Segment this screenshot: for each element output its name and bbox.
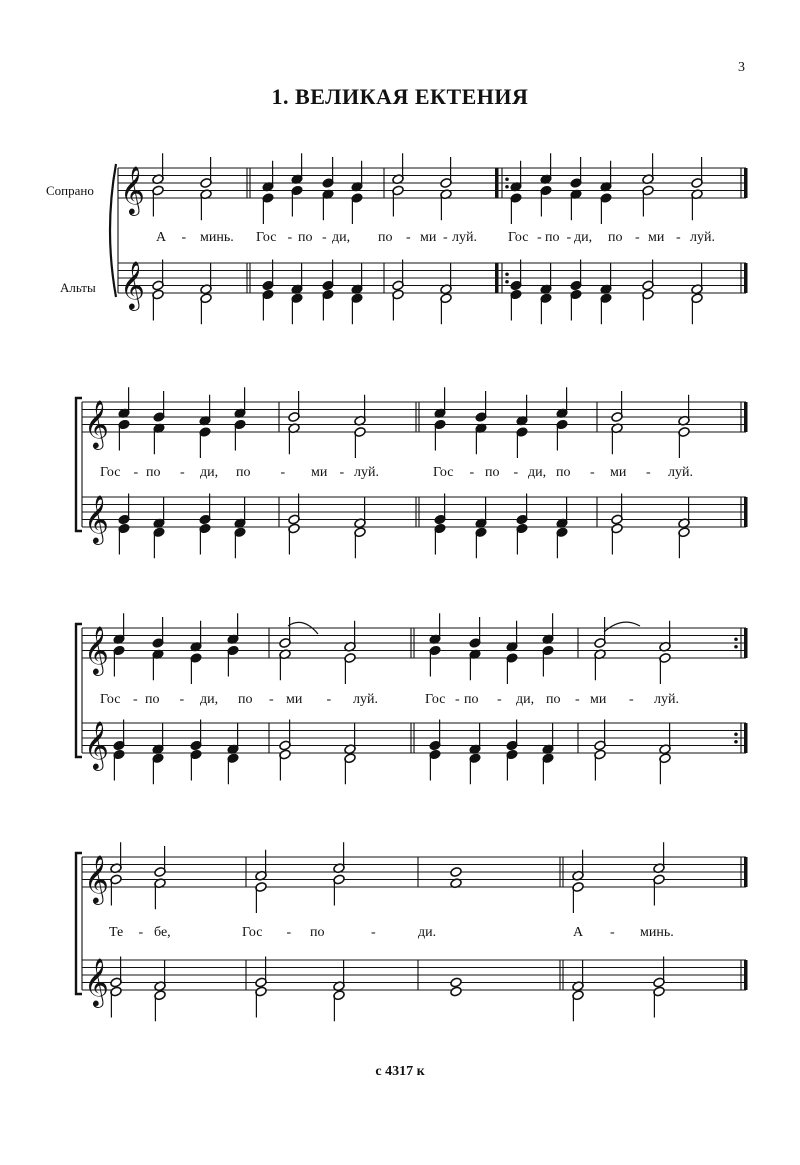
system-bracket [76, 853, 82, 994]
lyric-syllable: минь. [640, 925, 674, 940]
note-q [510, 161, 522, 192]
note-q [291, 293, 303, 324]
note-h [659, 653, 671, 684]
note-h [354, 497, 366, 528]
treble-clef-icon: 𝄞 [84, 494, 109, 543]
lyric-syllable: по [546, 692, 561, 707]
note-h [354, 427, 366, 458]
note-h [333, 842, 345, 873]
note-q [556, 527, 568, 558]
note-h [653, 842, 665, 873]
lyric-hyphen: - [133, 692, 138, 707]
lyric-syllable: по [310, 925, 325, 940]
note-q [291, 153, 303, 184]
note-q [542, 753, 554, 784]
lyric-syllable: Гос [425, 692, 446, 707]
system-bracket [76, 624, 82, 757]
note-q [516, 427, 528, 458]
lyric-syllable: по [145, 692, 160, 707]
lyric-syllable: ди, [574, 230, 593, 245]
note-q [429, 720, 441, 751]
lyric-hyphen: - [138, 925, 144, 940]
note-q [118, 494, 130, 525]
note-h [642, 289, 654, 320]
note-h [392, 153, 404, 184]
treble-clef-icon: 𝄞 [120, 165, 145, 214]
lyric-hyphen: - [287, 230, 293, 245]
lyric-syllable: по [298, 230, 313, 245]
lyric-syllable: луй. [668, 465, 693, 480]
lyric-syllable: Гос [433, 465, 454, 480]
note-h [200, 263, 212, 294]
note-q [434, 523, 446, 554]
note-h [653, 874, 665, 905]
lyric-syllable: по [608, 230, 623, 245]
note-h [152, 260, 164, 291]
note-q [190, 653, 202, 684]
lyric-syllable: ди, [332, 230, 351, 245]
note-q [600, 193, 612, 224]
lyric-hyphen: - [635, 230, 640, 245]
note-q [540, 263, 552, 294]
footer-code: с 4317 к [375, 1064, 425, 1079]
note-h [392, 260, 404, 291]
note-h [154, 878, 166, 909]
repeat-dot [734, 732, 738, 736]
note-q [510, 260, 522, 291]
note-h [354, 395, 366, 426]
note-h [440, 293, 452, 324]
lyric-syllable: по [485, 465, 500, 480]
lyric-syllable: А [573, 925, 584, 940]
note-h [572, 882, 584, 913]
note-q [351, 193, 363, 224]
lyric-hyphen: - [676, 230, 681, 245]
lyric-hyphen: - [566, 230, 572, 245]
repeat-dot [505, 280, 509, 284]
soprano-label: Сопрано [46, 183, 94, 198]
note-q [322, 289, 334, 320]
music-system-3 [76, 613, 748, 784]
lyric-syllable: по [146, 465, 161, 480]
note-q [351, 161, 363, 192]
note-h [611, 494, 623, 525]
note-h [572, 990, 584, 1021]
lyric-hyphen: - [280, 465, 286, 480]
note-q [469, 723, 481, 754]
lyric-hyphen: - [575, 692, 580, 707]
lyric-syllable: Те [109, 925, 124, 940]
note-q [429, 749, 441, 780]
note-h [691, 263, 703, 294]
lyric-syllable: ми [590, 692, 607, 707]
note-q [190, 749, 202, 780]
note-q [262, 260, 274, 291]
treble-clef-icon: 𝄞 [84, 957, 109, 1006]
lyric-syllable: луй. [654, 692, 679, 707]
note-h [200, 189, 212, 220]
lyric-syllable: луй. [690, 230, 715, 245]
note-h [344, 723, 356, 754]
note-q [506, 720, 518, 751]
note-h [152, 153, 164, 184]
treble-clef-icon: 𝄞 [84, 625, 109, 674]
note-q [506, 621, 518, 652]
note-q [199, 427, 211, 458]
note-q [118, 523, 130, 554]
note-h [691, 189, 703, 220]
note-q [234, 387, 246, 418]
note-q [570, 189, 582, 220]
note-h [154, 990, 166, 1021]
note-q [570, 157, 582, 188]
note-h [152, 185, 164, 216]
note-h [594, 617, 606, 648]
note-q [475, 391, 487, 422]
note-q [556, 497, 568, 528]
lyric-hyphen: - [179, 692, 185, 707]
note-h [440, 263, 452, 294]
note-q [113, 613, 125, 644]
lyric-hyphen: - [322, 230, 327, 245]
note-h [678, 427, 690, 458]
note-q [199, 494, 211, 525]
note-h [288, 523, 300, 554]
note-h [288, 423, 300, 454]
note-q [227, 645, 239, 676]
note-h [255, 882, 267, 913]
note-q [429, 613, 441, 644]
note-q [118, 387, 130, 418]
note-q [540, 153, 552, 184]
lyric-syllable: ди, [516, 692, 535, 707]
note-q [542, 723, 554, 754]
lyric-hyphen: - [629, 692, 634, 707]
note-q [291, 185, 303, 216]
note-h [392, 289, 404, 320]
lyric-syllable: Гос [256, 230, 277, 245]
note-q [113, 720, 125, 751]
note-h [255, 957, 267, 988]
note-h [344, 753, 356, 784]
lyric-hyphen: - [590, 465, 595, 480]
lyric-hyphen: - [610, 925, 615, 940]
note-h [279, 749, 291, 780]
note-q [600, 263, 612, 294]
note-h [154, 846, 166, 877]
note-h [200, 293, 212, 324]
note-h [611, 391, 623, 422]
note-q [540, 185, 552, 216]
note-q [516, 523, 528, 554]
lyric-syllable: бе, [154, 925, 171, 940]
note-h [110, 986, 122, 1017]
note-q [351, 293, 363, 324]
lyric-hyphen: - [443, 230, 448, 245]
note-q [469, 753, 481, 784]
note-h [594, 749, 606, 780]
note-q [540, 293, 552, 324]
note-h [440, 189, 452, 220]
repeat-dot [734, 645, 738, 649]
repeat-dot [505, 185, 509, 189]
note-h [154, 960, 166, 991]
lyric-hyphen: - [371, 925, 376, 940]
note-q [153, 497, 165, 528]
lyric-hyphen: - [181, 230, 187, 245]
alto-staff [82, 957, 746, 1008]
soprano-staff [82, 399, 746, 450]
repeat-dot [505, 177, 509, 181]
note-h [255, 986, 267, 1017]
lyric-syllable: ди. [418, 925, 437, 940]
lyric-syllable: по [464, 692, 479, 707]
alto-staff [82, 494, 746, 545]
note-w [450, 986, 462, 997]
note-q [469, 617, 481, 648]
lyric-syllable: ми [648, 230, 665, 245]
note-q [153, 423, 165, 454]
lyric-syllable: Гос [100, 692, 121, 707]
note-h [659, 723, 671, 754]
lyric-syllable: по [545, 230, 560, 245]
note-h [333, 990, 345, 1021]
repeat-dot [505, 272, 509, 276]
note-q [570, 289, 582, 320]
note-q [227, 613, 239, 644]
note-h [110, 842, 122, 873]
note-q [542, 613, 554, 644]
lyric-syllable: по [236, 465, 251, 480]
note-q [262, 193, 274, 224]
lyric-syllable: луй. [354, 465, 379, 480]
note-h [653, 957, 665, 988]
lyric-syllable: ди, [528, 465, 547, 480]
note-q [118, 419, 130, 450]
note-q [152, 617, 164, 648]
note-h [659, 753, 671, 784]
note-h [642, 260, 654, 291]
note-q [262, 161, 274, 192]
note-q [469, 649, 481, 680]
note-q [475, 527, 487, 558]
lyric-syllable: по [238, 692, 253, 707]
note-h [110, 874, 122, 905]
note-q [234, 419, 246, 450]
lyric-hyphen: - [180, 465, 185, 480]
note-h [110, 957, 122, 988]
lyric-hyphen: - [406, 230, 411, 245]
note-q [570, 260, 582, 291]
note-q [322, 260, 334, 291]
note-h [611, 423, 623, 454]
repeat-dot [734, 637, 738, 641]
note-h [611, 523, 623, 554]
note-h [594, 649, 606, 680]
lyric-hyphen: - [133, 465, 139, 480]
note-w [450, 867, 462, 878]
lyric-syllable: ми [420, 230, 437, 245]
treble-clef-icon: 𝄞 [120, 260, 145, 309]
note-h [200, 157, 212, 188]
note-h [344, 621, 356, 652]
slur [604, 622, 640, 632]
note-h [691, 157, 703, 188]
note-h [152, 289, 164, 320]
note-q [434, 494, 446, 525]
lyric-hyphen: - [326, 692, 332, 707]
note-q [510, 193, 522, 224]
note-w [450, 977, 462, 988]
note-q [556, 419, 568, 450]
note-q [152, 649, 164, 680]
lyric-hyphen: - [269, 692, 274, 707]
soprano-staff [82, 854, 746, 905]
lyric-syllable: ми [610, 465, 627, 480]
treble-clef-icon: 𝄞 [84, 854, 109, 903]
lyric-hyphen: - [469, 465, 475, 480]
note-h [678, 527, 690, 558]
note-q [262, 289, 274, 320]
note-q [542, 645, 554, 676]
note-h [288, 391, 300, 422]
page-title: 1. ВЕЛИКАЯ ЕКТЕНИЯ [271, 84, 529, 109]
lyric-syllable: А [156, 230, 167, 245]
note-h [678, 395, 690, 426]
note-q [600, 161, 612, 192]
lyric-hyphen: - [455, 692, 460, 707]
note-h [440, 157, 452, 188]
note-q [190, 621, 202, 652]
lyric-hyphen: - [497, 692, 502, 707]
note-q [199, 523, 211, 554]
note-q [234, 527, 246, 558]
lyric-syllable: по [378, 230, 393, 245]
note-q [234, 497, 246, 528]
note-q [190, 720, 202, 751]
lyric-syllable: ми [286, 692, 303, 707]
note-q [556, 387, 568, 418]
repeat-dot [734, 740, 738, 744]
lyric-syllable: Гос [508, 230, 529, 245]
note-h [354, 527, 366, 558]
lyric-hyphen: - [339, 465, 345, 480]
note-h [659, 621, 671, 652]
note-h [572, 960, 584, 991]
note-h [642, 153, 654, 184]
lyric-syllable: минь. [200, 230, 234, 245]
lyric-syllable: луй. [353, 692, 378, 707]
alto-label: Альты [60, 280, 96, 295]
note-q [152, 753, 164, 784]
lyric-syllable: ди, [200, 465, 219, 480]
note-q [434, 387, 446, 418]
note-h [279, 720, 291, 751]
note-q [434, 419, 446, 450]
note-h [344, 653, 356, 684]
note-q [322, 189, 334, 220]
note-h [642, 185, 654, 216]
note-q [351, 263, 363, 294]
note-h [691, 293, 703, 324]
note-h [279, 617, 291, 648]
lyric-syllable: по [556, 465, 571, 480]
lyric-syllable: Гос [100, 465, 121, 480]
lyric-hyphen: - [286, 925, 292, 940]
lyric-hyphen: - [537, 230, 542, 245]
note-h [572, 850, 584, 881]
note-h [333, 874, 345, 905]
treble-clef-icon: 𝄞 [84, 399, 109, 448]
note-q [227, 753, 239, 784]
note-h [279, 649, 291, 680]
note-h [333, 960, 345, 991]
note-q [506, 749, 518, 780]
note-q [429, 645, 441, 676]
lyric-syllable: Гос [242, 925, 263, 940]
note-q [291, 263, 303, 294]
note-q [516, 494, 528, 525]
note-h [392, 185, 404, 216]
note-q [475, 497, 487, 528]
note-h [255, 850, 267, 881]
lyric-hyphen: - [646, 465, 651, 480]
note-q [199, 395, 211, 426]
system-brace [110, 164, 116, 297]
note-q [227, 723, 239, 754]
note-q [475, 423, 487, 454]
note-q [113, 749, 125, 780]
note-q [152, 723, 164, 754]
note-h [594, 720, 606, 751]
note-q [153, 527, 165, 558]
treble-clef-icon: 𝄞 [84, 720, 109, 769]
note-h [653, 986, 665, 1017]
note-q [510, 289, 522, 320]
note-q [600, 293, 612, 324]
lyric-syllable: ми [311, 465, 328, 480]
note-q [516, 395, 528, 426]
lyric-hyphen: - [513, 465, 519, 480]
system-bracket [76, 398, 82, 531]
lyric-syllable: луй. [452, 230, 477, 245]
note-h [288, 494, 300, 525]
note-h [678, 497, 690, 528]
lyric-syllable: ди, [200, 692, 219, 707]
page-number: 3 [738, 60, 745, 75]
note-q [113, 645, 125, 676]
note-q [322, 157, 334, 188]
note-q [506, 653, 518, 684]
note-q [153, 391, 165, 422]
